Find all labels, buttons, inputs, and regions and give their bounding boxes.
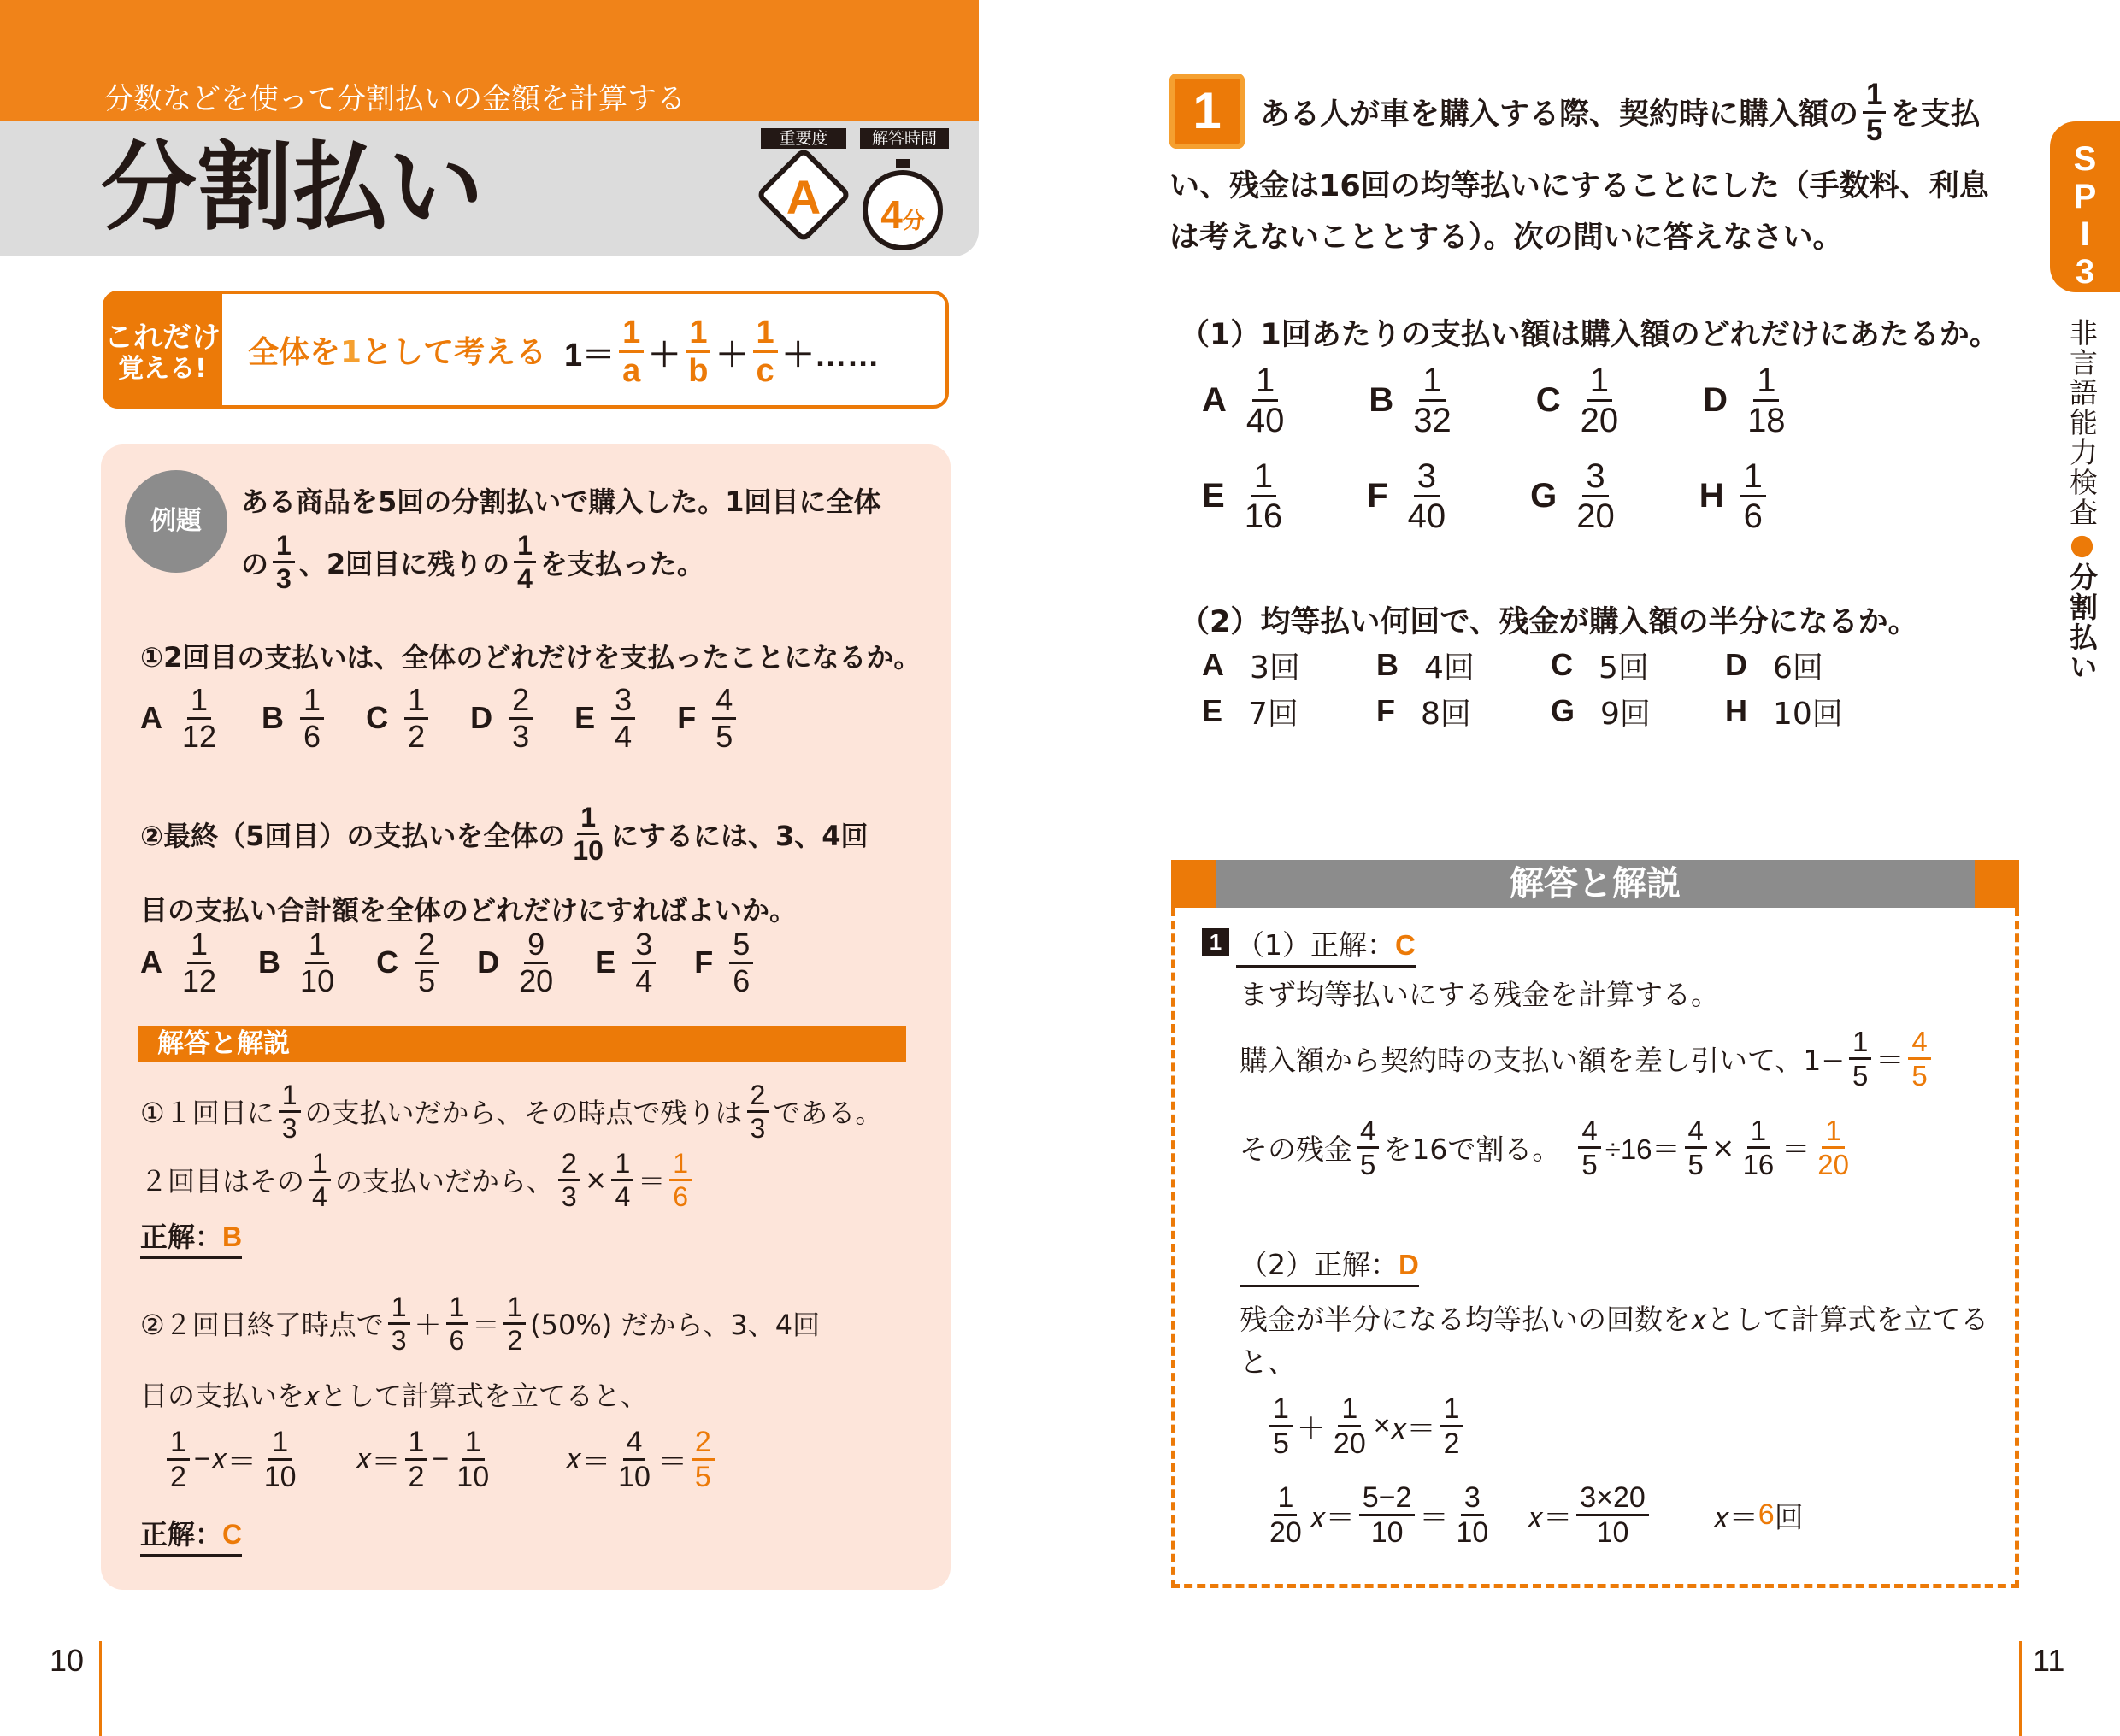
example-question-1: ①2回目の支払いは、全体のどれだけを支払ったことになるか。: [140, 641, 922, 674]
option-fraction: $\frac{1}{40}$: [1246, 361, 1285, 439]
page-title: 分割払い: [101, 132, 484, 244]
option-b: [1369, 363, 1458, 438]
option-f: [1367, 456, 1453, 535]
example-line-1: ある商品を5回の分割払いで購入した。1回目に全体: [241, 485, 881, 518]
page-rule-right: [2019, 1641, 2022, 1736]
option-fraction: $\frac{1}{12}$: [182, 681, 217, 754]
memo-badge: これだけ 覚える!: [103, 291, 222, 409]
option-letter: E: [574, 700, 596, 735]
option-f: [694, 926, 757, 998]
q1-options-row-2: [1202, 455, 1847, 537]
option-letter: C: [376, 945, 399, 980]
option-letter: E: [1202, 476, 1225, 515]
option-letter: E: [595, 945, 616, 980]
option-fraction: $\frac{3}{4}$: [632, 929, 656, 997]
question-number-badge: 1: [1169, 74, 1245, 149]
option-letter: E: [1202, 693, 1223, 728]
option-value: 5回: [1599, 650, 1649, 686]
page-rule-left: [99, 1641, 102, 1736]
example-answer-header: 解答と解説: [138, 1026, 906, 1062]
example-options-2: [140, 928, 792, 997]
option-d: [1725, 644, 1899, 687]
option-fraction: $\frac{1}{20}$: [1580, 361, 1619, 439]
page-number-left: 10: [50, 1643, 85, 1678]
memo-formula: 1＝ $\frac{1}{a}$ ＋ $\frac{1}{b}$ ＋ $\frac{1}{c}$ ＋……: [564, 314, 880, 389]
option-a: [1202, 644, 1376, 687]
q2-options-row-2: [1202, 691, 1899, 732]
option-value: 3回: [1250, 650, 1300, 686]
option-letter: D: [1703, 380, 1728, 419]
option-fraction: $\frac{9}{20}$: [519, 926, 554, 998]
option-e: [595, 926, 660, 998]
option-e: [1202, 456, 1290, 535]
option-letter: D: [1725, 647, 1747, 682]
option-fraction: $\frac{1}{6}$: [1740, 459, 1766, 533]
time-label: 解答時間: [860, 128, 949, 149]
option-letter: B: [258, 945, 281, 980]
answer-2-line-2: と、: [1240, 1345, 1296, 1379]
question-line-2: い、残金は16回の均等払いにすることにした（手数料、利息: [1169, 169, 1989, 203]
answer-1-line-2: 購入額から契約時の支払い額を差し引いて、1− $\frac{1}{5}$ ＝ $\frac{4}{5}$: [1240, 1022, 1935, 1094]
time-value: 4分: [880, 192, 925, 237]
answer-1-line-3: その残金 $\frac{4}{5}$ を16で割る。 $\frac{4}{5}$ ÷16＝ $\frac{4}{5}$ × $\frac{1}{16}$ ＝ $\frac{1}{20}$: [1240, 1114, 1849, 1180]
option-e: [1202, 690, 1376, 733]
option-letter: B: [262, 700, 285, 735]
answer-2-equation-1: $\frac{1}{5}$ ＋ $\frac{1}{20}$ × 𝑥＝ $\frac{1}{2}$: [1265, 1390, 1467, 1462]
option-h: [1699, 456, 1770, 535]
sub-question-2: （2）均等払い何回で、残金が購入額の半分になるか。: [1180, 605, 1918, 639]
option-fraction: $\frac{4}{5}$: [712, 685, 736, 752]
answer-2-line-1: 残金が半分になる均等払いの回数を𝑥として計算式を立てる: [1240, 1303, 1989, 1336]
option-letter: G: [1551, 693, 1575, 728]
option-a: [140, 926, 224, 998]
option-fraction: $\frac{3}{4}$: [611, 685, 635, 752]
answer-2-equations: $\frac{1}{2}$ − 𝑥 ＝ $\frac{1}{10}$ 𝑥 ＝ $\frac{1}{2}$ − $\frac{1}{10}$ 𝑥 ＝ $\frac{4}{10}$ ＝ $\frac{2}{5}$: [162, 1422, 719, 1496]
option-fraction: $\frac{3}{40}$: [1407, 456, 1446, 535]
importance-label: 重要度: [761, 128, 846, 149]
option-value: 10回: [1773, 696, 1843, 732]
option-a: [1202, 363, 1292, 438]
option-fraction: $\frac{1}{32}$: [1413, 361, 1452, 439]
option-letter: F: [1367, 476, 1388, 515]
answer-1-line-2: ２回目はその $\frac{1}{4}$ の支払いだから、 $\frac{2}{3}$ × $\frac{1}{4}$ ＝ $\frac{1}{6}$: [140, 1145, 696, 1214]
option-f: [1376, 690, 1551, 733]
example-box: [101, 444, 951, 1590]
page-number-right: 11: [2033, 1643, 2065, 1678]
option-letter: D: [470, 700, 493, 735]
option-a: [140, 681, 224, 754]
answer-1-line-1: ①１回目に $\frac{1}{3}$ の支払いだから、その時点で残りは $\frac{2}{3}$ である。: [140, 1079, 883, 1144]
option-h: [1725, 690, 1899, 733]
option-value: 6回: [1773, 650, 1823, 686]
option-value: 9回: [1600, 696, 1651, 732]
option-c: [1551, 644, 1725, 687]
option-letter: C: [1535, 380, 1561, 419]
option-c: [366, 681, 433, 754]
sub-question-1: （1）1回あたりの支払い額は購入額のどれだけにあたるか。: [1180, 318, 1999, 352]
option-letter: D: [477, 945, 500, 980]
answer-number-badge: 1: [1202, 928, 1229, 956]
option-letter: H: [1725, 693, 1747, 728]
question-line-1: ある人が車を購入する際、契約時に購入額の $\frac{1}{5}$ を支払: [1260, 77, 1981, 147]
answer-2-label: （2）正解：D: [1240, 1243, 1419, 1287]
option-b: [262, 681, 328, 754]
page-subtitle: 分数などを使って分割払いの金額を計算する: [104, 82, 686, 116]
option-letter: C: [1551, 647, 1573, 682]
option-value: 8回: [1421, 696, 1471, 732]
question-line-3: は考えないこととする）。次の問いに答えなさい。: [1169, 221, 1843, 255]
option-letter: G: [1530, 476, 1558, 515]
option-fraction: $\frac{1}{18}$: [1747, 361, 1786, 439]
q1-options-row-1: [1202, 359, 1870, 441]
option-letter: A: [140, 945, 162, 980]
example-question-2-line-2: 目の支払い合計額を全体のどれだけにすればよいか。: [140, 894, 798, 927]
answer-2-line-2: 目の支払いを𝑥として計算式を立てると、: [140, 1380, 648, 1412]
option-b: [1376, 644, 1551, 687]
answer-header-title: 解答と解説: [1216, 860, 1975, 908]
option-g: [1551, 690, 1725, 733]
option-d: [1703, 363, 1793, 438]
option-letter: F: [694, 945, 714, 980]
option-fraction: $\frac{5}{6}$: [729, 929, 753, 997]
option-fraction: $\frac{2}{5}$: [415, 929, 439, 997]
option-letter: A: [1202, 380, 1227, 419]
option-letter: F: [677, 700, 697, 735]
option-letter: H: [1699, 476, 1724, 515]
side-tab-spi3: SPI3: [2050, 121, 2120, 292]
answer-2-equation-2: $\frac{1}{20}$ 𝑥＝ $\frac{5-2}{10}$ ＝ $\frac{3}{10}$ 𝑥＝ $\frac{3\times 20}{10}$ 𝑥＝ 6 回: [1269, 1480, 1804, 1549]
option-letter: A: [140, 700, 162, 735]
answer-2-correct: 正解：C: [140, 1513, 242, 1557]
option-value: 7回: [1248, 696, 1298, 732]
option-g: [1530, 456, 1622, 535]
option-fraction: $\frac{2}{3}$: [509, 685, 533, 752]
option-fraction: $\frac{3}{20}$: [1576, 456, 1615, 535]
answer-1-label: （1）正解：C: [1236, 923, 1416, 968]
option-value: 4回: [1424, 650, 1475, 686]
answer-1-correct: 正解：B: [140, 1215, 242, 1259]
example-question-2: ②最終（5回目）の支払いを全体の $\frac{1}{10}$ にするには、3、4回: [140, 802, 869, 866]
option-fraction: $\frac{1}{2}$: [404, 685, 428, 752]
answer-2-line-1: ②２回目終了時点で $\frac{1}{3}$ ＋ $\frac{1}{6}$ ＝ $\frac{1}{2}$ (50%) だから、3、4回: [140, 1291, 821, 1356]
side-tab-vertical-text: 非言語能力検査●分割払い: [2065, 318, 2099, 682]
option-f: [677, 681, 740, 754]
option-c: [376, 926, 443, 998]
option-b: [258, 926, 342, 998]
option-e: [574, 681, 639, 754]
option-c: [1536, 363, 1626, 438]
answer-1-line-1: まず均等払いにする残金を計算する。: [1240, 978, 1719, 1011]
option-letter: A: [1202, 647, 1224, 682]
option-fraction: $\frac{1}{12}$: [182, 926, 217, 998]
option-fraction: $\frac{1}{6}$: [300, 685, 324, 752]
importance-grade: A: [786, 170, 822, 224]
example-options-1: [140, 681, 778, 754]
example-line-2: の $\frac{1}{3}$ 、2回目に残りの $\frac{1}{4}$ を支払った。: [241, 530, 704, 594]
option-letter: C: [366, 700, 389, 735]
option-letter: B: [1369, 380, 1394, 419]
example-badge: 例題: [125, 470, 227, 573]
option-d: [470, 681, 537, 754]
option-d: [477, 926, 561, 998]
memo-text: 全体を1として考える: [248, 335, 547, 370]
option-letter: B: [1376, 647, 1399, 682]
option-letter: F: [1376, 693, 1395, 728]
option-fraction: $\frac{1}{16}$: [1244, 456, 1283, 535]
option-fraction: $\frac{1}{10}$: [300, 926, 335, 998]
q2-options-row-1: [1202, 644, 1899, 686]
